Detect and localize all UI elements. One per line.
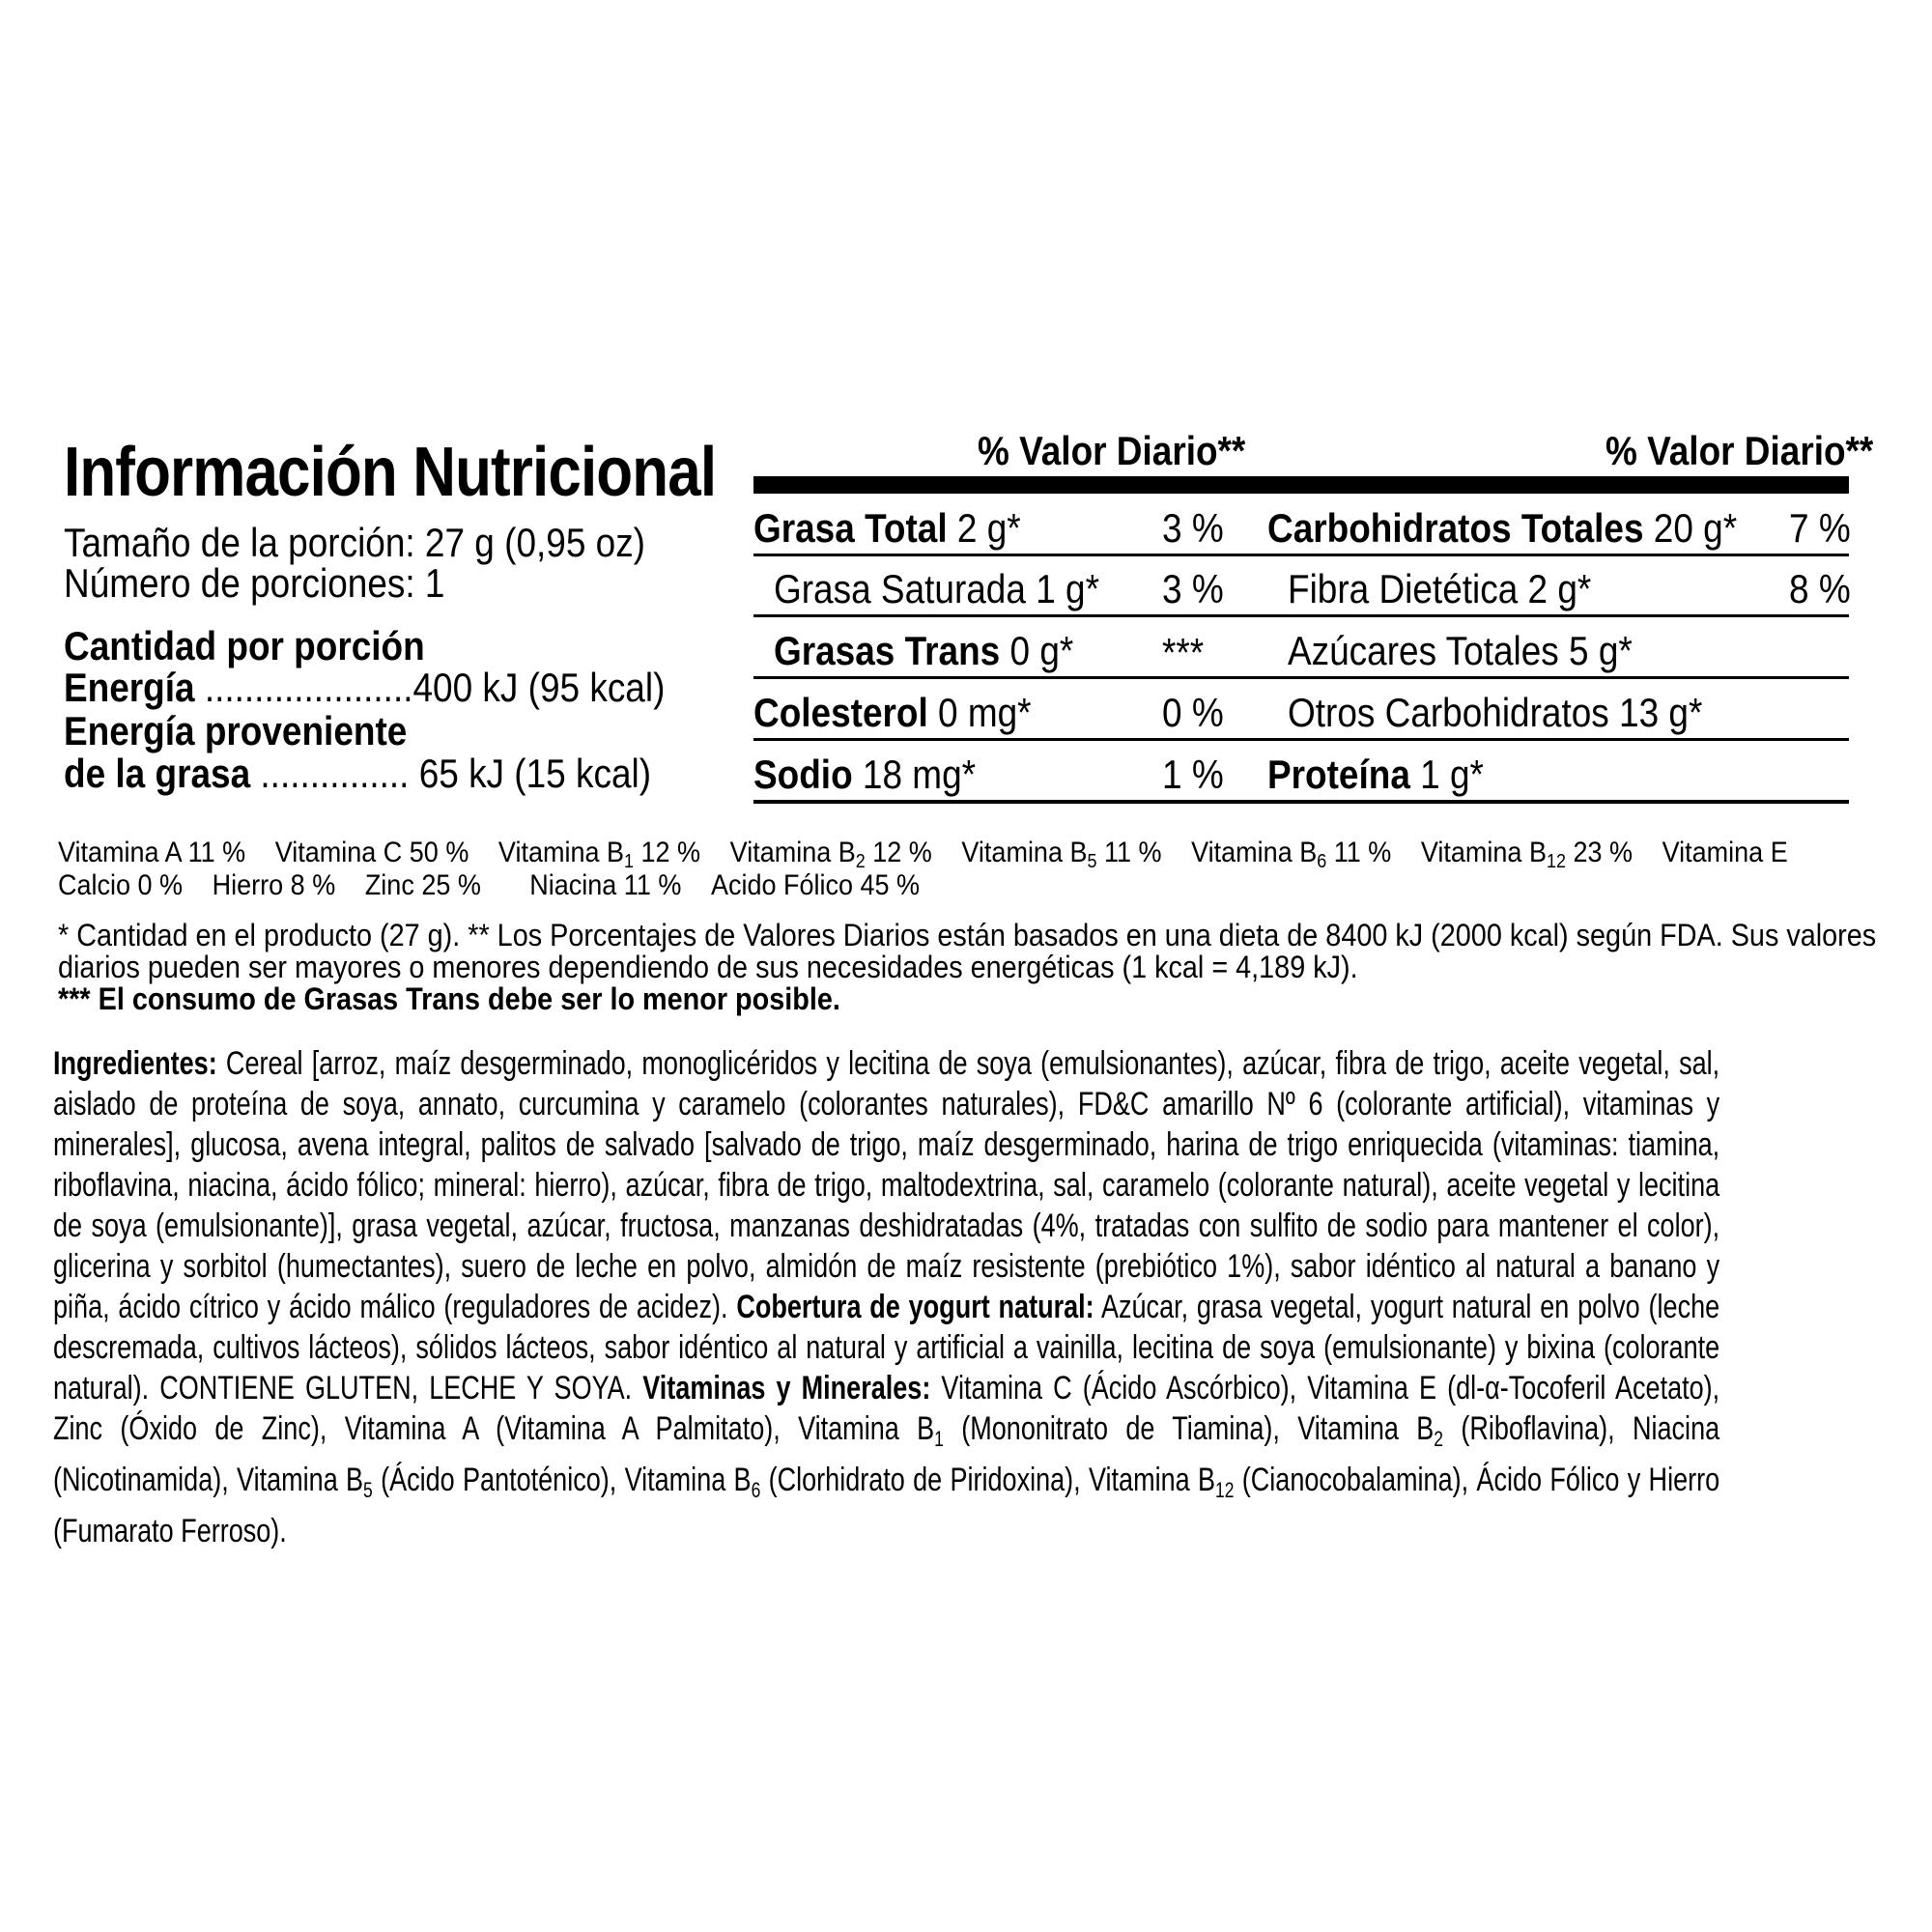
row-divider [753,554,1849,556]
amount-heading: Cantidad por porción [64,623,425,668]
dv-value: 0 % [1162,690,1224,735]
vitamin-b5-sub: 5 [1087,851,1097,872]
energy-dots: ..................... [194,665,413,710]
nutrient-amount: 1 g* [1409,752,1484,797]
bottom-rule [753,800,1849,804]
niacina: Niacina 11 % [529,869,682,901]
calcio: Calcio 0 % [58,869,184,901]
vitamin-b5-value: 11 % [1096,837,1162,868]
vitamin-c: Vitamina C 50 % [274,837,469,868]
nutrient-row [753,690,1032,736]
vitamin-b12-sub: 12 [1546,851,1566,872]
nutrient-amount: 20 g* [1643,505,1738,551]
ingredients-label: Ingredientes: [53,1045,217,1082]
footnote-2: diarios pueden ser mayores o menores dependiendo de sus necesidades energéticas (1 kcal = 4,189 kJ). [58,950,1358,984]
nutrient-row [753,505,1021,552]
vitamin-b12-value: 23 % [1565,837,1634,868]
nutrient-row [1288,628,1633,674]
fat-energy-dots: ............... [250,751,419,796]
energy-value: 400 kJ (95 kcal) [412,665,666,710]
dv-value: *** [1162,630,1205,675]
hierro: Hierro 8 % [212,869,336,901]
vitamin-b6 [1191,837,1392,872]
vitamin-a: Vitamina A 11 % [58,837,246,868]
energy-row [64,665,665,711]
vitamin-b5 [961,837,1162,872]
fat-energy-label-1: Energía proveniente [64,708,408,753]
nutrient-row [1288,566,1591,612]
nutrient-row [774,566,1099,612]
vitamins-row-2 [58,869,950,902]
coating-text: Azúcar, grasa vegetal, yogurt natural en polvo (leche descremada, cultivos lácteos), sólidos lácteos, sabor idéntico al natural y artificial a vainilla, lecitina de soya (emulsionante) y bixina (colorante natural). CONTIENE GLUTEN, LECHE Y SOYA. [53,1289,1720,1406]
subscript: 1 [934,1427,944,1451]
vitamin-b5-name: Vitamina B [961,837,1088,868]
nutrient-row [1288,690,1702,736]
nutrient-amount: 18 mg* [852,752,977,797]
coating-label: Cobertura de yogurt natural: [736,1289,1094,1325]
subscript: 2 [1434,1427,1444,1451]
thick-rule [753,476,1849,494]
nutrient-name: Carbohidratos Totales [1267,505,1644,551]
dv-header-left: % Valor Diario** [978,428,1246,473]
vitamin-b2-name: Vitamina B [729,837,856,868]
servings-count: Número de porciones: 1 [64,560,445,606]
dv-header-right: % Valor Diario** [1605,428,1874,473]
footnote-3: *** El consumo de Grasas Trans debe ser lo menor posible. [58,981,840,1016]
dv-value: 3 % [1162,566,1224,611]
vitamins-text: (Mononitrato de Tiamina), Vitamina B [943,1410,1435,1447]
dv-value: 7 % [1789,505,1851,551]
vitamin-b1-value: 12 % [634,837,701,868]
nutrient-amount: 2 g* [947,505,1021,551]
subscript: 6 [751,1478,761,1502]
nutrient-name: Azúcares Totales 5 g* [1288,628,1633,673]
dv-value: 3 % [1162,505,1224,551]
vitamin-e: Vitamina E [1662,837,1788,868]
nutrient-name: Fibra Dietética 2 g* [1288,566,1592,611]
nutrient-name: Sodio [753,752,853,797]
row-divider [753,614,1849,617]
nutrient-name: Colesterol [753,690,928,735]
vitamin-b6-name: Vitamina B [1191,837,1318,868]
nutrient-row [1267,505,1737,552]
row-divider [753,738,1849,741]
vitamins-minerals-label: Vitaminas y Minerales: [642,1370,931,1406]
vitamin-b2-sub: 2 [855,851,866,872]
vitamin-b1-sub: 1 [624,851,635,872]
nutrient-row [753,752,976,798]
vitamins-text: (Ácido Pantoténico), Vitamina B [372,1462,752,1498]
vitamins-text: (Clorhidrato de Piridoxina), Vitamina B [760,1462,1215,1498]
vitamins-row-1 [58,837,1817,873]
subscript: 12 [1214,1478,1235,1502]
vitamins-text: (Riboflavina), Niacina (Nicotinamida), Vitamina B [53,1410,1720,1498]
nutrient-name: Grasas Trans [774,628,1001,673]
vitamin-b1-name: Vitamina B [497,837,625,868]
footnote-1: * Cantidad en el producto (27 g). ** Los Porcentajes de Valores Diarios están basados en una dieta de 8400 kJ (2000 kcal) según FDA. Sus valores [58,918,1877,952]
dv-value: 1 % [1162,752,1224,797]
fat-energy-value: 65 kJ (15 kcal) [418,751,652,796]
vitamins-text: (Cianocobalamina), Ácido Fólico y Hierro (Fumarato Ferroso). [53,1462,1720,1549]
fat-energy-row [64,751,651,797]
dv-value: 8 % [1789,566,1851,611]
nutrient-name: Proteína [1267,752,1410,797]
vitamin-b2 [729,837,932,872]
nutrient-amount: 0 g* [1000,628,1074,673]
zinc: Zinc 25 % [364,869,481,901]
vitamin-b12-name: Vitamina B [1420,837,1547,868]
row-divider [753,676,1849,679]
nutrient-name: Grasa Total [753,505,948,551]
vitamins-text: Vitamina C (Ácido Ascórbico), Vitamina E (dl-α-Tocoferil Acetato), Zinc (Óxido de Zinc), Vitamina A (Vitamina A Palmitato), Vitamina B [53,1370,1720,1447]
vitamin-b2-value: 12 % [865,837,932,868]
vitamin-b12 [1420,837,1634,872]
page-title: Información Nutricional [64,434,717,511]
vitamin-b6-sub: 6 [1317,851,1327,872]
subscript: 5 [363,1478,373,1502]
nutrient-name: Grasa Saturada 1 g* [774,566,1099,611]
serving-size: Tamaño de la porción: 27 g (0,95 oz) [64,520,646,565]
nutrient-amount: 0 mg* [927,690,1032,735]
ingredients-text: Cereal [arroz, maíz desgerminado, monoglicéridos y lecitina de soya (emulsionantes), azúcar, fibra de trigo, aceite vegetal, sal, aislado de proteína de soya, annato, curcumina y caramelo (colorantes naturales), FD&C amarillo Nº 6 (colorante artificial), vitaminas y minerales], glucosa, avena integral, palitos de salvado [salvado de trigo, maíz desgerminado, harina de trigo enriquecida (vitaminas: tiamina, riboflavina, niacina, ácido fólico; mineral: hierro), azúcar, fibra de trigo, maltodextrina, sal, caramelo (colorante natural), aceite vegetal y lecitina de soya (emulsionante)], grasa vegetal, azúcar, fructosa, manzanas deshidratadas (4%, tratadas con sulfito de sodio para mantener el color), glicerina y sorbitol (humectantes), suero de leche en polvo, almidón de maíz resistente (prebiótico 1%), sabor idéntico al natural a banano y piña, ácido cítrico y ácido málico (reguladores de acidez). [53,1045,1720,1325]
fat-energy-label-2: de la grasa [64,751,251,796]
nutrient-row [1267,752,1484,798]
nutrient-name: Otros Carbohidratos 13 g* [1288,690,1703,735]
vitamin-b1 [497,837,701,872]
acido-folico: Acido Fólico 45 % [710,869,921,901]
ingredients-paragraph [53,1043,1719,1551]
energy-label: Energía [64,665,195,710]
nutrient-row [774,628,1073,674]
vitamin-b6-value: 11 % [1326,837,1392,868]
